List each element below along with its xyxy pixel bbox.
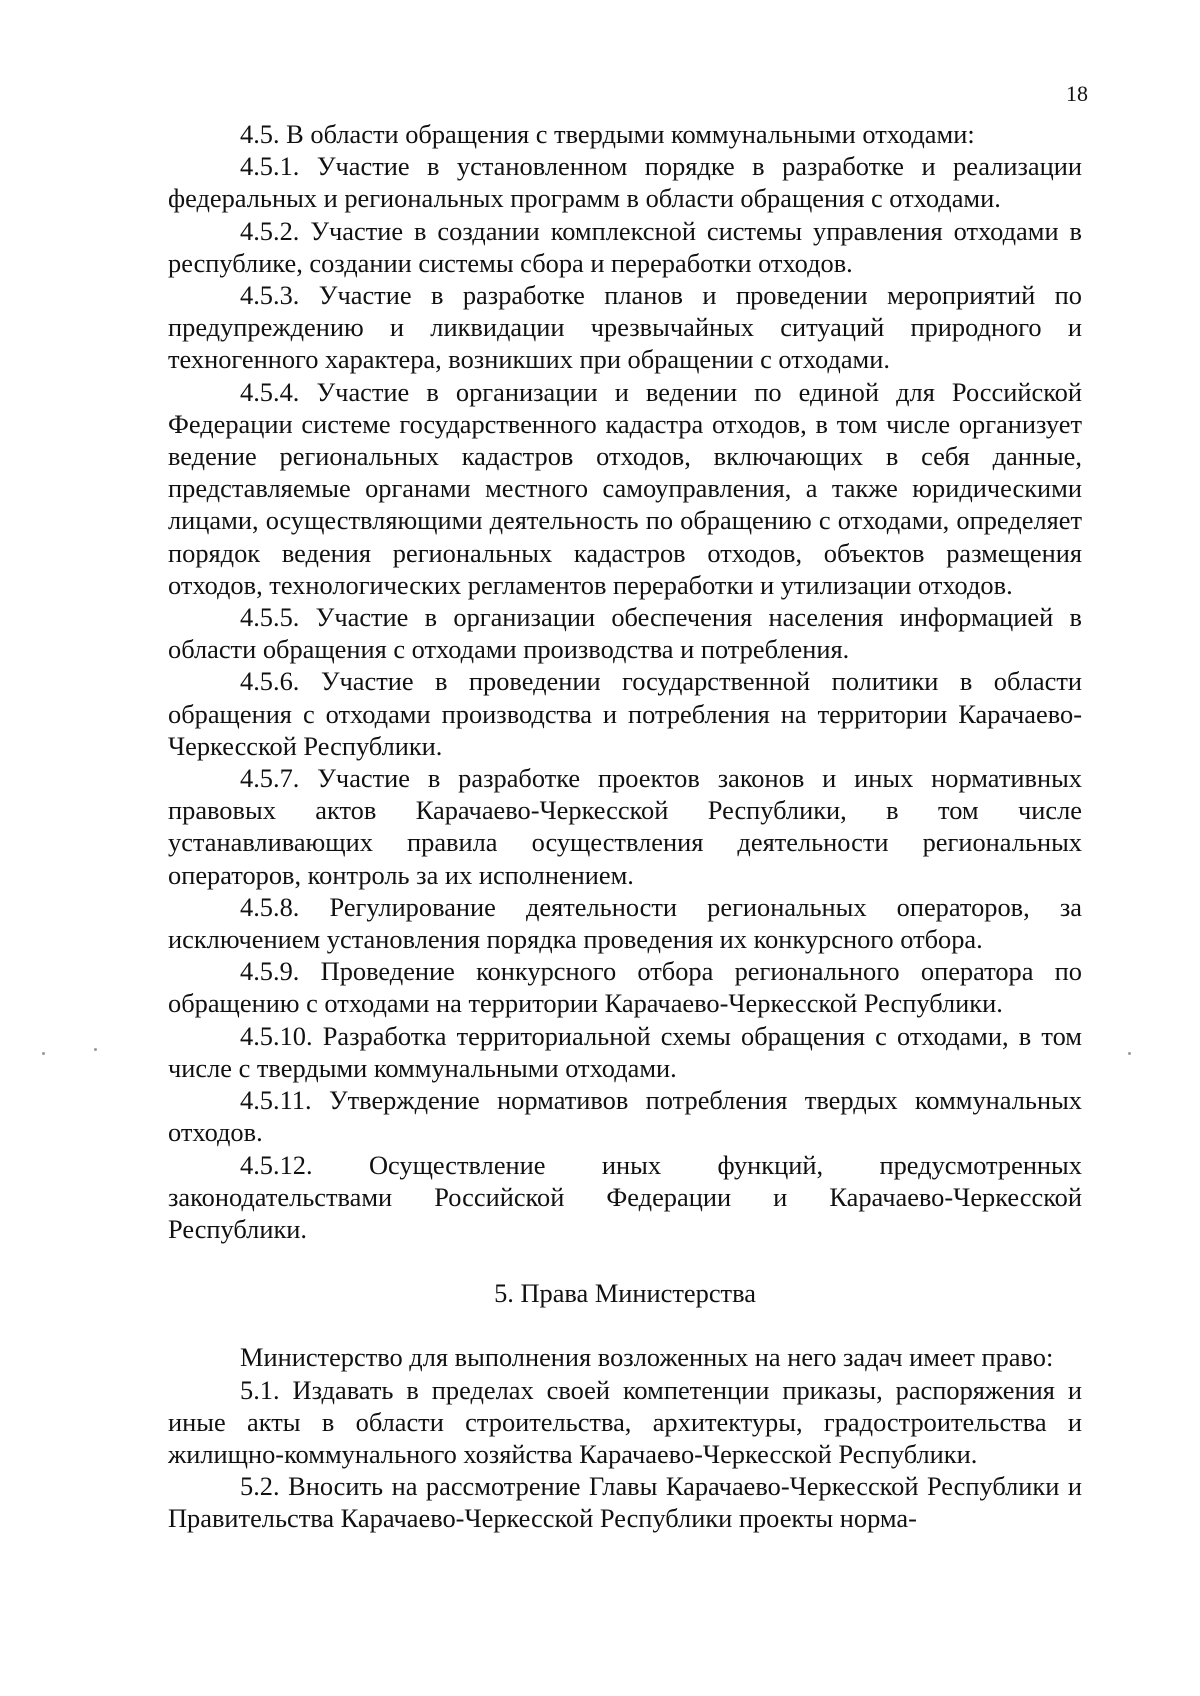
paragraph-4-5-4: 4.5.4. Участие в организации и ведении по единой для Российской Федерации системе государственного кадастра отходов, в том числе организует ведение региональных кадастров отходов, включающих в себя данные, представляемые органами местного самоуправления, а также юридическими лицами, осуществляющими деятельность по обращению с отходами, определяет порядок ведения региональных кадастров отходов, объектов размещения отходов, технологических регламентов переработки и утилизации отходов. xyxy=(168,376,1082,600)
paragraph-4-5-1: 4.5.1. Участие в установленном порядке в разработке и реализации федеральных и региональных программ в области обращения с отходами. xyxy=(168,151,1082,214)
paragraph-4-5-2: 4.5.2. Участие в создании комплексной системы управления отходами в республике, создании системы сбора и переработки отходов. xyxy=(168,215,1082,278)
scan-speck xyxy=(94,1048,97,1051)
paragraph-4-5-11: 4.5.11. Утверждение нормативов потребления твердых коммунальных отходов. xyxy=(168,1085,1082,1148)
paragraph-4-5-6: 4.5.6. Участие в проведении государственной политики в области обращения с отходами производства и потребления на территории Карачаево-Черкесской Республики. xyxy=(168,666,1082,761)
paragraph-4-5-12: 4.5.12. Осуществление иных функций, предусмотренных законодательствами Российской Федерации и Карачаево-Черкесской Республики. xyxy=(168,1149,1082,1244)
page-number: 18 xyxy=(1066,81,1088,106)
section-intro-paragraph: Министерство для выполнения возложенных на него задач имеет право: xyxy=(240,1342,1054,1373)
paragraph-4-5-8: 4.5.8. Регулирование деятельности региональных операторов, за исключением установления порядка проведения их конкурсного отбора. xyxy=(168,891,1082,955)
scan-speck xyxy=(42,1052,45,1055)
paragraph-4-5-9: 4.5.9. Проведение конкурсного отбора регионального оператора по обращению с отходами на территории Карачаево-Черкесской Республики. xyxy=(168,956,1082,1019)
scan-speck xyxy=(1128,1052,1131,1055)
paragraph-5-2: 5.2. Вносить на рассмотрение Главы Карачаево-Черкесской Республики и Правительства Карачаево-Черкесской Республики проекты норма- xyxy=(168,1471,1082,1534)
section-heading: 5. Права Министерства xyxy=(494,1278,756,1309)
paragraph-4-5: 4.5. В области обращения с твердыми коммунальными отходами: xyxy=(240,119,975,149)
paragraph-4-5-5: 4.5.5. Участие в организации обеспечения населения информацией в области обращения с отходами производства и потребления. xyxy=(168,602,1082,665)
paragraph-4-5-3: 4.5.3. Участие в разработке планов и проведении мероприятий по предупреждению и ликвидации чрезвычайных ситуаций природного и техногенного характера, возникших при обращении с отходами. xyxy=(168,280,1082,375)
paragraph-5-1: 5.1. Издавать в пределах своей компетенции приказы, распоряжения и иные акты в области строительства, архитектуры, градостроительства и жилищно-коммунального хозяйства Карачаево-Черкесской Республики. xyxy=(168,1374,1082,1469)
document-body xyxy=(168,118,1082,1535)
paragraph-4-5-10: 4.5.10. Разработка территориальной схемы обращения с отходами, в том числе с твердыми коммунальными отходами. xyxy=(168,1020,1082,1083)
paragraph-4-5-7: 4.5.7. Участие в разработке проектов законов и иных нормативных правовых актов Карачаево-Черкесской Республики, в том числе устанавливающих правила осуществления деятельности региональных операторов, контроль за их исполнением. xyxy=(168,763,1082,890)
